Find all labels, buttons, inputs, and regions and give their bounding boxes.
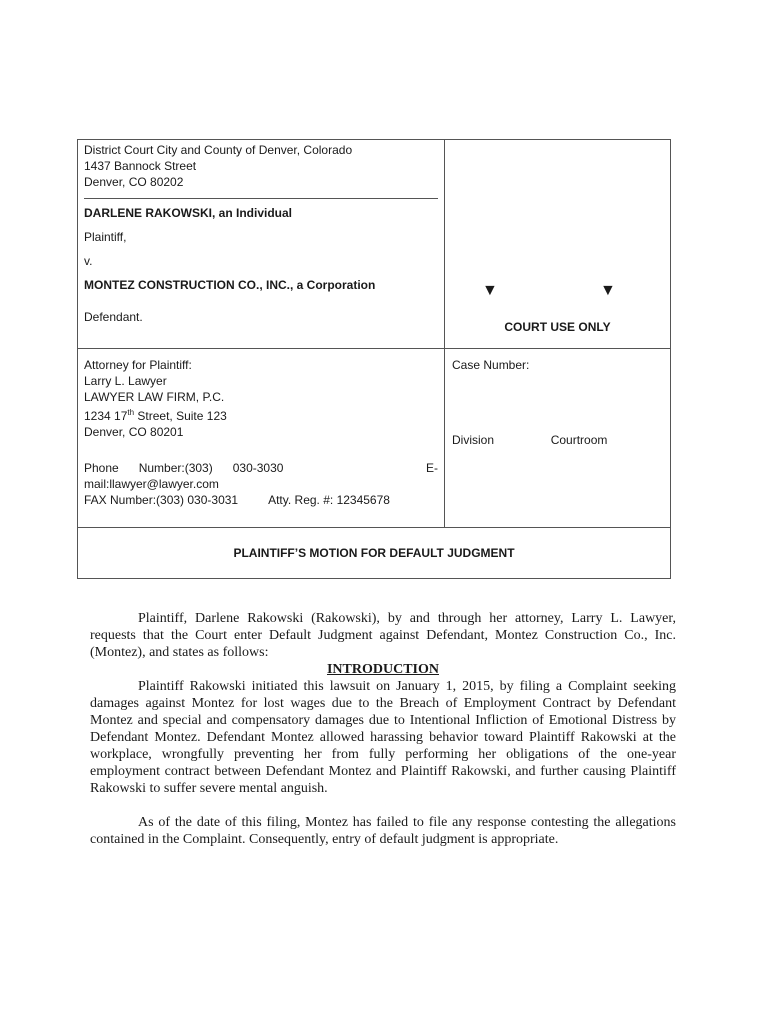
court-use-cell [445,140,670,349]
case-number-label: Case Number: [452,358,530,372]
parties-cell [78,140,445,349]
attorney-city: Denver, CO 80201 [84,425,184,439]
attorney-name: Larry L. Lawyer [84,374,167,388]
attorney-registration: Atty. Reg. #: 12345678 [268,493,390,507]
versus: v. [84,254,93,268]
attorney-address: 1234 17th Street, Suite 123 [84,408,227,423]
email-prefix: E- [426,461,438,475]
document-title: PLAINTIFF’S MOTION FOR DEFAULT JUDGMENT [233,546,515,560]
plaintiff-name: DARLENE RAKOWSKI, an Individual [84,206,293,220]
division-courtroom-row [452,432,663,448]
court-name: District Court City and County of Denver, Colorado [84,143,353,157]
courtroom-label: Courtroom [550,433,608,447]
introduction-heading: INTRODUCTION [326,662,439,677]
fax-row [84,492,438,508]
fax-number: FAX Number:(303) 030-3031 [84,493,239,507]
court-city: Denver, CO 80202 [84,175,184,189]
law-firm: LAWYER LAW FIRM, P.C. [84,390,225,404]
case-caption-table [77,139,671,579]
court-street: 1437 Bannock Street [84,159,197,173]
case-info-cell [445,349,670,528]
opening-paragraph: Plaintiff, Darlene Rakowski (Rakowski), by and through her attorney, Larry L. Lawyer, requests that the Court enter Default Judgment against Defendant, Montez Construction Co., Inc. (Montez), and states as follows: [90,611,676,660]
plaintiff-role: Plaintiff, [84,230,127,244]
defendant-role: Defendant. [84,310,143,324]
down-arrow-icon: ▼ [482,282,498,299]
motion-body [90,610,676,848]
introduction-paragraph: Plaintiff Rakowski initiated this lawsuit on January 1, 2015, by filing a Complaint seeking damages against Montez for lost wages due to the Breach of Employment Contract by Defendant Montez and special and compensatory damages due to Intentional Infliction of Emotional Distress by Defendant Montez. Defendant Montez allowed harassing behavior toward Plaintiff Rakowski at the workplace, wrongfully preventing her from fully performing her obligations of the one-year employment contract between Defendant Montez and Plaintiff Rakowski, and further causing Plaintiff Rakowski to suffer severe mental anguish. [90,679,676,796]
division-label: Division [452,433,495,447]
phone-number: Phone Number:(303) 030-3030 [84,461,284,475]
defendant-name: MONTEZ CONSTRUCTION CO., INC., a Corporation [84,278,376,292]
down-arrow-icon: ▼ [600,282,616,299]
email-address: mail:llawyer@lawyer.com [84,477,219,491]
phone-row [84,460,438,476]
caption-divider [84,198,438,199]
attorney-cell [78,349,445,528]
attorney-label: Attorney for Plaintiff: [84,358,192,372]
title-cell [78,528,670,578]
court-use-only-label: COURT USE ONLY [504,320,611,334]
filing-status-paragraph: As of the date of this filing, Montez has failed to file any response contesting the allegations contained in the Complaint. Consequently, entry of default judgment is appropriate. [90,815,676,847]
